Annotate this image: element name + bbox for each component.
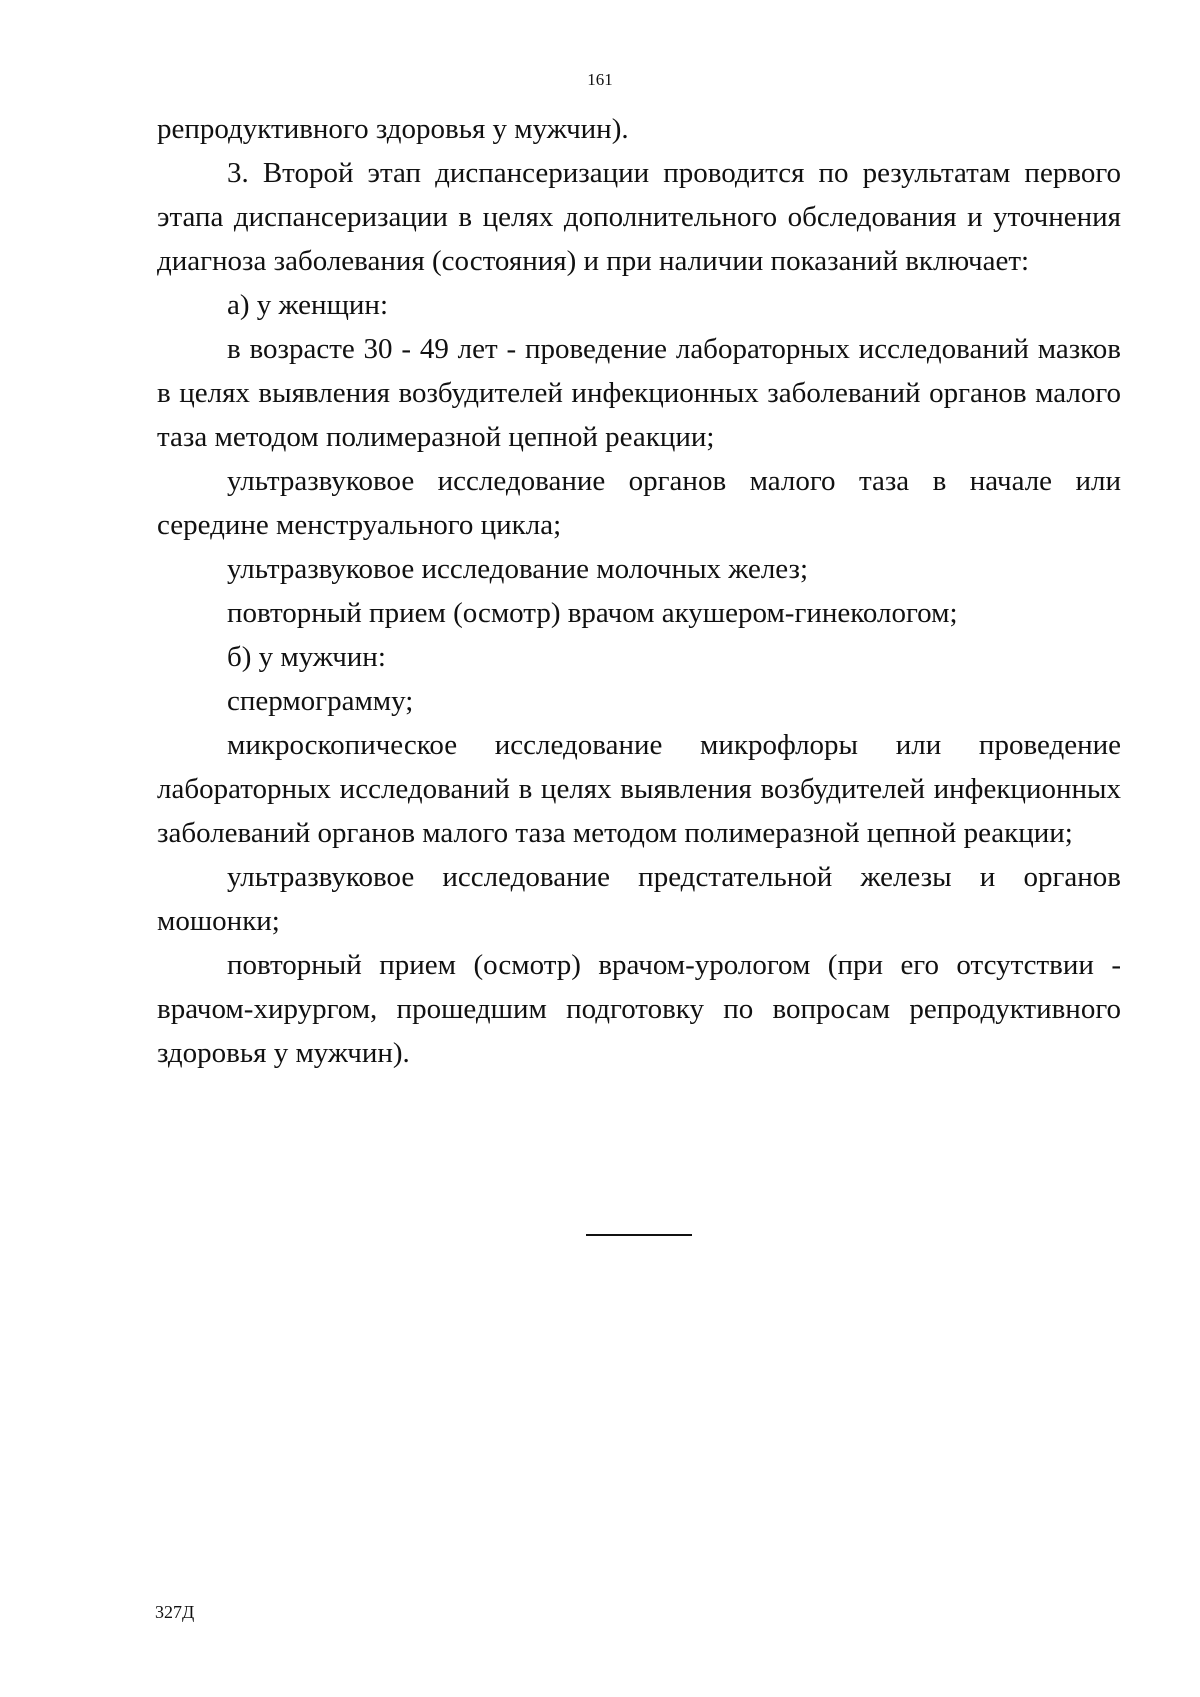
end-of-text-rule	[586, 1234, 692, 1236]
paragraph-women-lab-tests: в возрасте 30 - 49 лет - проведение лабораторных исследований мазков в целях выявления возбудителей инфекционных заболеваний органов малого таза методом полимеразной цепной реакции;	[157, 333, 1121, 453]
paragraph-men-microscopy: микроскопическое исследование микрофлоры или проведение лабораторных исследований в целях выявления возбудителей инфекционных заболеваний органов малого таза методом полимеразной цепной реакции;	[157, 729, 1121, 849]
paragraph-women-pelvic-ultrasound: ультразвуковое исследование органов малого таза в начале или середине менструального цикла;	[157, 465, 1121, 541]
paragraph-item-3: 3. Второй этап диспансеризации проводится по результатам первого этапа диспансеризации в целях дополнительного обследования и уточнения диагноза заболевания (состояния) и при наличии показаний включает:	[157, 157, 1121, 277]
paragraph-women-breast-ultrasound: ультразвуковое исследование молочных желез;	[227, 553, 809, 585]
document-code: 327Д	[155, 1602, 195, 1622]
paragraph-men-ultrasound: ультразвуковое исследование предстательной железы и органов мошонки;	[157, 861, 1121, 937]
page-number: 161	[587, 70, 613, 89]
paragraph-men-repeat-exam: повторный прием (осмотр) врачом-урологом (при его отсутствии - врачом-хирургом, прошедшим подготовку по вопросам репродуктивного здоровья у мужчин).	[157, 949, 1121, 1069]
paragraph-men-heading: б) у мужчин:	[227, 641, 386, 673]
document-body	[157, 107, 1121, 1075]
paragraph-women-repeat-exam: повторный прием (осмотр) врачом акушером-гинекологом;	[227, 597, 958, 629]
paragraph-continuation: репродуктивного здоровья у мужчин).	[157, 113, 629, 145]
paragraph-men-spermogram: спермограмму;	[227, 685, 414, 717]
paragraph-women-heading: а) у женщин:	[227, 289, 389, 321]
